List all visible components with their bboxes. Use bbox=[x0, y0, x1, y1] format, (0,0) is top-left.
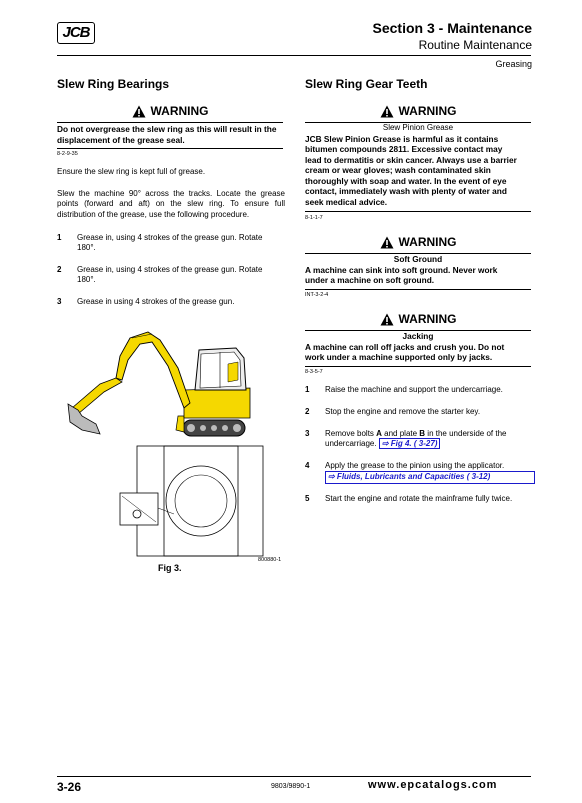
warning-triangle-icon bbox=[380, 313, 394, 326]
jcb-logo: JCB bbox=[57, 22, 95, 44]
section-title: Section 3 - Maintenance bbox=[372, 20, 532, 36]
paragraph: Slew the machine 90° across the tracks. Locate the grease points (forward and aft) on the slew ring. To ensure full distribution of the grease, use the following procedure. bbox=[57, 189, 285, 219]
warning-subtitle: Slew Pinion Grease bbox=[382, 123, 454, 132]
warning-line: bitumen compounds 2811. Excessive contact may bbox=[305, 144, 503, 154]
figure-id: 800880-1 bbox=[258, 557, 282, 563]
paragraph: Ensure the slew ring is kept full of grease. bbox=[57, 167, 206, 176]
warning-triangle-icon bbox=[380, 236, 394, 249]
left-step bbox=[57, 297, 287, 309]
step-text: Grease in, using 4 strokes of the grease gun. Rotate bbox=[77, 265, 263, 274]
left-step bbox=[57, 233, 287, 255]
footer-rule bbox=[57, 776, 531, 777]
warning-code: 8-2-9-35 bbox=[57, 151, 78, 157]
step-text: Grease in using 4 strokes of the grease gun. bbox=[77, 297, 235, 306]
document-id: 9803/9890-1 bbox=[271, 783, 311, 790]
warning-box bbox=[305, 330, 531, 367]
warning-line: A machine can roll off jacks and crush you. Do not bbox=[305, 341, 505, 352]
warning-subtitle: Soft Ground bbox=[393, 254, 443, 264]
warning-box bbox=[305, 122, 531, 212]
step-text: Apply the grease to the pinion using the applicator. bbox=[325, 461, 505, 470]
left-step bbox=[57, 265, 287, 287]
step-text: Stop the engine and remove the starter key. bbox=[325, 407, 481, 416]
right-step bbox=[305, 385, 533, 397]
right-step bbox=[305, 494, 533, 506]
fluids-link[interactable]: ⇨ Fluids, Lubricants and Capacities ( 3-12) bbox=[325, 471, 535, 483]
header-rule bbox=[57, 55, 531, 56]
step-number: 2 bbox=[305, 407, 310, 416]
step-number: 3 bbox=[305, 429, 310, 438]
warning-code: INT-3-2-4 bbox=[305, 292, 329, 298]
right-step bbox=[305, 407, 533, 419]
step-text: Grease in, using 4 strokes of the grease gun. Rotate bbox=[77, 233, 263, 242]
step-number: 1 bbox=[57, 233, 62, 242]
warning-heading bbox=[305, 310, 531, 328]
figure-caption: Fig 3. bbox=[158, 563, 182, 573]
warning-line: cream or wear gloves; wash contaminated skin bbox=[305, 165, 491, 175]
step-number: 3 bbox=[57, 297, 62, 306]
watermark: www.epcatalogs.com bbox=[368, 779, 498, 791]
section-tag: Greasing bbox=[495, 59, 532, 69]
left-warning-heading bbox=[57, 102, 283, 120]
step-text: Raise the machine and support the undercarriage. bbox=[325, 385, 503, 394]
step-text-cont: 180°. bbox=[77, 275, 96, 285]
right-heading: Slew Ring Gear Teeth bbox=[305, 77, 428, 91]
warning-subtitle: Jacking bbox=[402, 331, 434, 341]
step-text: Remove bolts A and plate B in the underside of the bbox=[325, 429, 507, 438]
warning-label: WARNING bbox=[150, 104, 209, 118]
step-number: 4 bbox=[305, 461, 310, 470]
warning-code: 8-3-5-7 bbox=[305, 369, 323, 375]
warning-label: WARNING bbox=[398, 235, 457, 249]
step-text-cont: undercarriage. ⇨ Fig 4. ( 3-27) bbox=[325, 439, 440, 449]
figure-link[interactable]: ⇨ Fig 4. ( 3-27) bbox=[379, 438, 441, 449]
warning-line: seek medical advice. bbox=[305, 196, 388, 207]
step-number: 5 bbox=[305, 494, 310, 503]
right-step bbox=[305, 429, 533, 453]
warning-heading bbox=[305, 102, 531, 120]
excavator-figure bbox=[60, 318, 285, 578]
section-subtitle: Routine Maintenance bbox=[418, 38, 532, 52]
warning-line: under a machine on soft ground. bbox=[305, 275, 435, 285]
step-text-cont: 180°. bbox=[77, 243, 96, 253]
warning-text: Do not overgrease the slew ring as this will result in the displacement of the grease seal. bbox=[57, 124, 277, 145]
warning-line: thoroughly with soap and water. In the event of eye bbox=[305, 175, 507, 186]
warning-line: lead to dermatitis or skin cancer. Always use a barrier bbox=[305, 154, 517, 165]
step-number: 2 bbox=[57, 265, 62, 274]
warning-code: 8-1-1-7 bbox=[305, 215, 323, 221]
step-text: Start the engine and rotate the mainframe fully twice. bbox=[325, 494, 513, 503]
warning-line: A machine can sink into soft ground. Never work bbox=[305, 264, 498, 275]
warning-line: JCB Slew Pinion Grease is harmful as it contains bbox=[305, 133, 499, 144]
step-text-cont bbox=[325, 471, 535, 483]
warning-line: work under a machine supported only by jacks. bbox=[305, 352, 493, 362]
warning-triangle-icon bbox=[132, 105, 146, 118]
right-step bbox=[305, 461, 533, 485]
step-number: 1 bbox=[305, 385, 310, 394]
left-heading: Slew Ring Bearings bbox=[57, 77, 170, 91]
warning-box bbox=[305, 253, 531, 290]
warning-label: WARNING bbox=[398, 312, 457, 326]
warning-line: contact, immediately wash with plenty of water and bbox=[305, 186, 507, 196]
warning-heading bbox=[305, 233, 531, 251]
warning-label: WARNING bbox=[398, 104, 457, 118]
warning-triangle-icon bbox=[380, 105, 394, 118]
left-warning-box bbox=[57, 122, 283, 149]
page-number: 3-26 bbox=[57, 780, 82, 794]
